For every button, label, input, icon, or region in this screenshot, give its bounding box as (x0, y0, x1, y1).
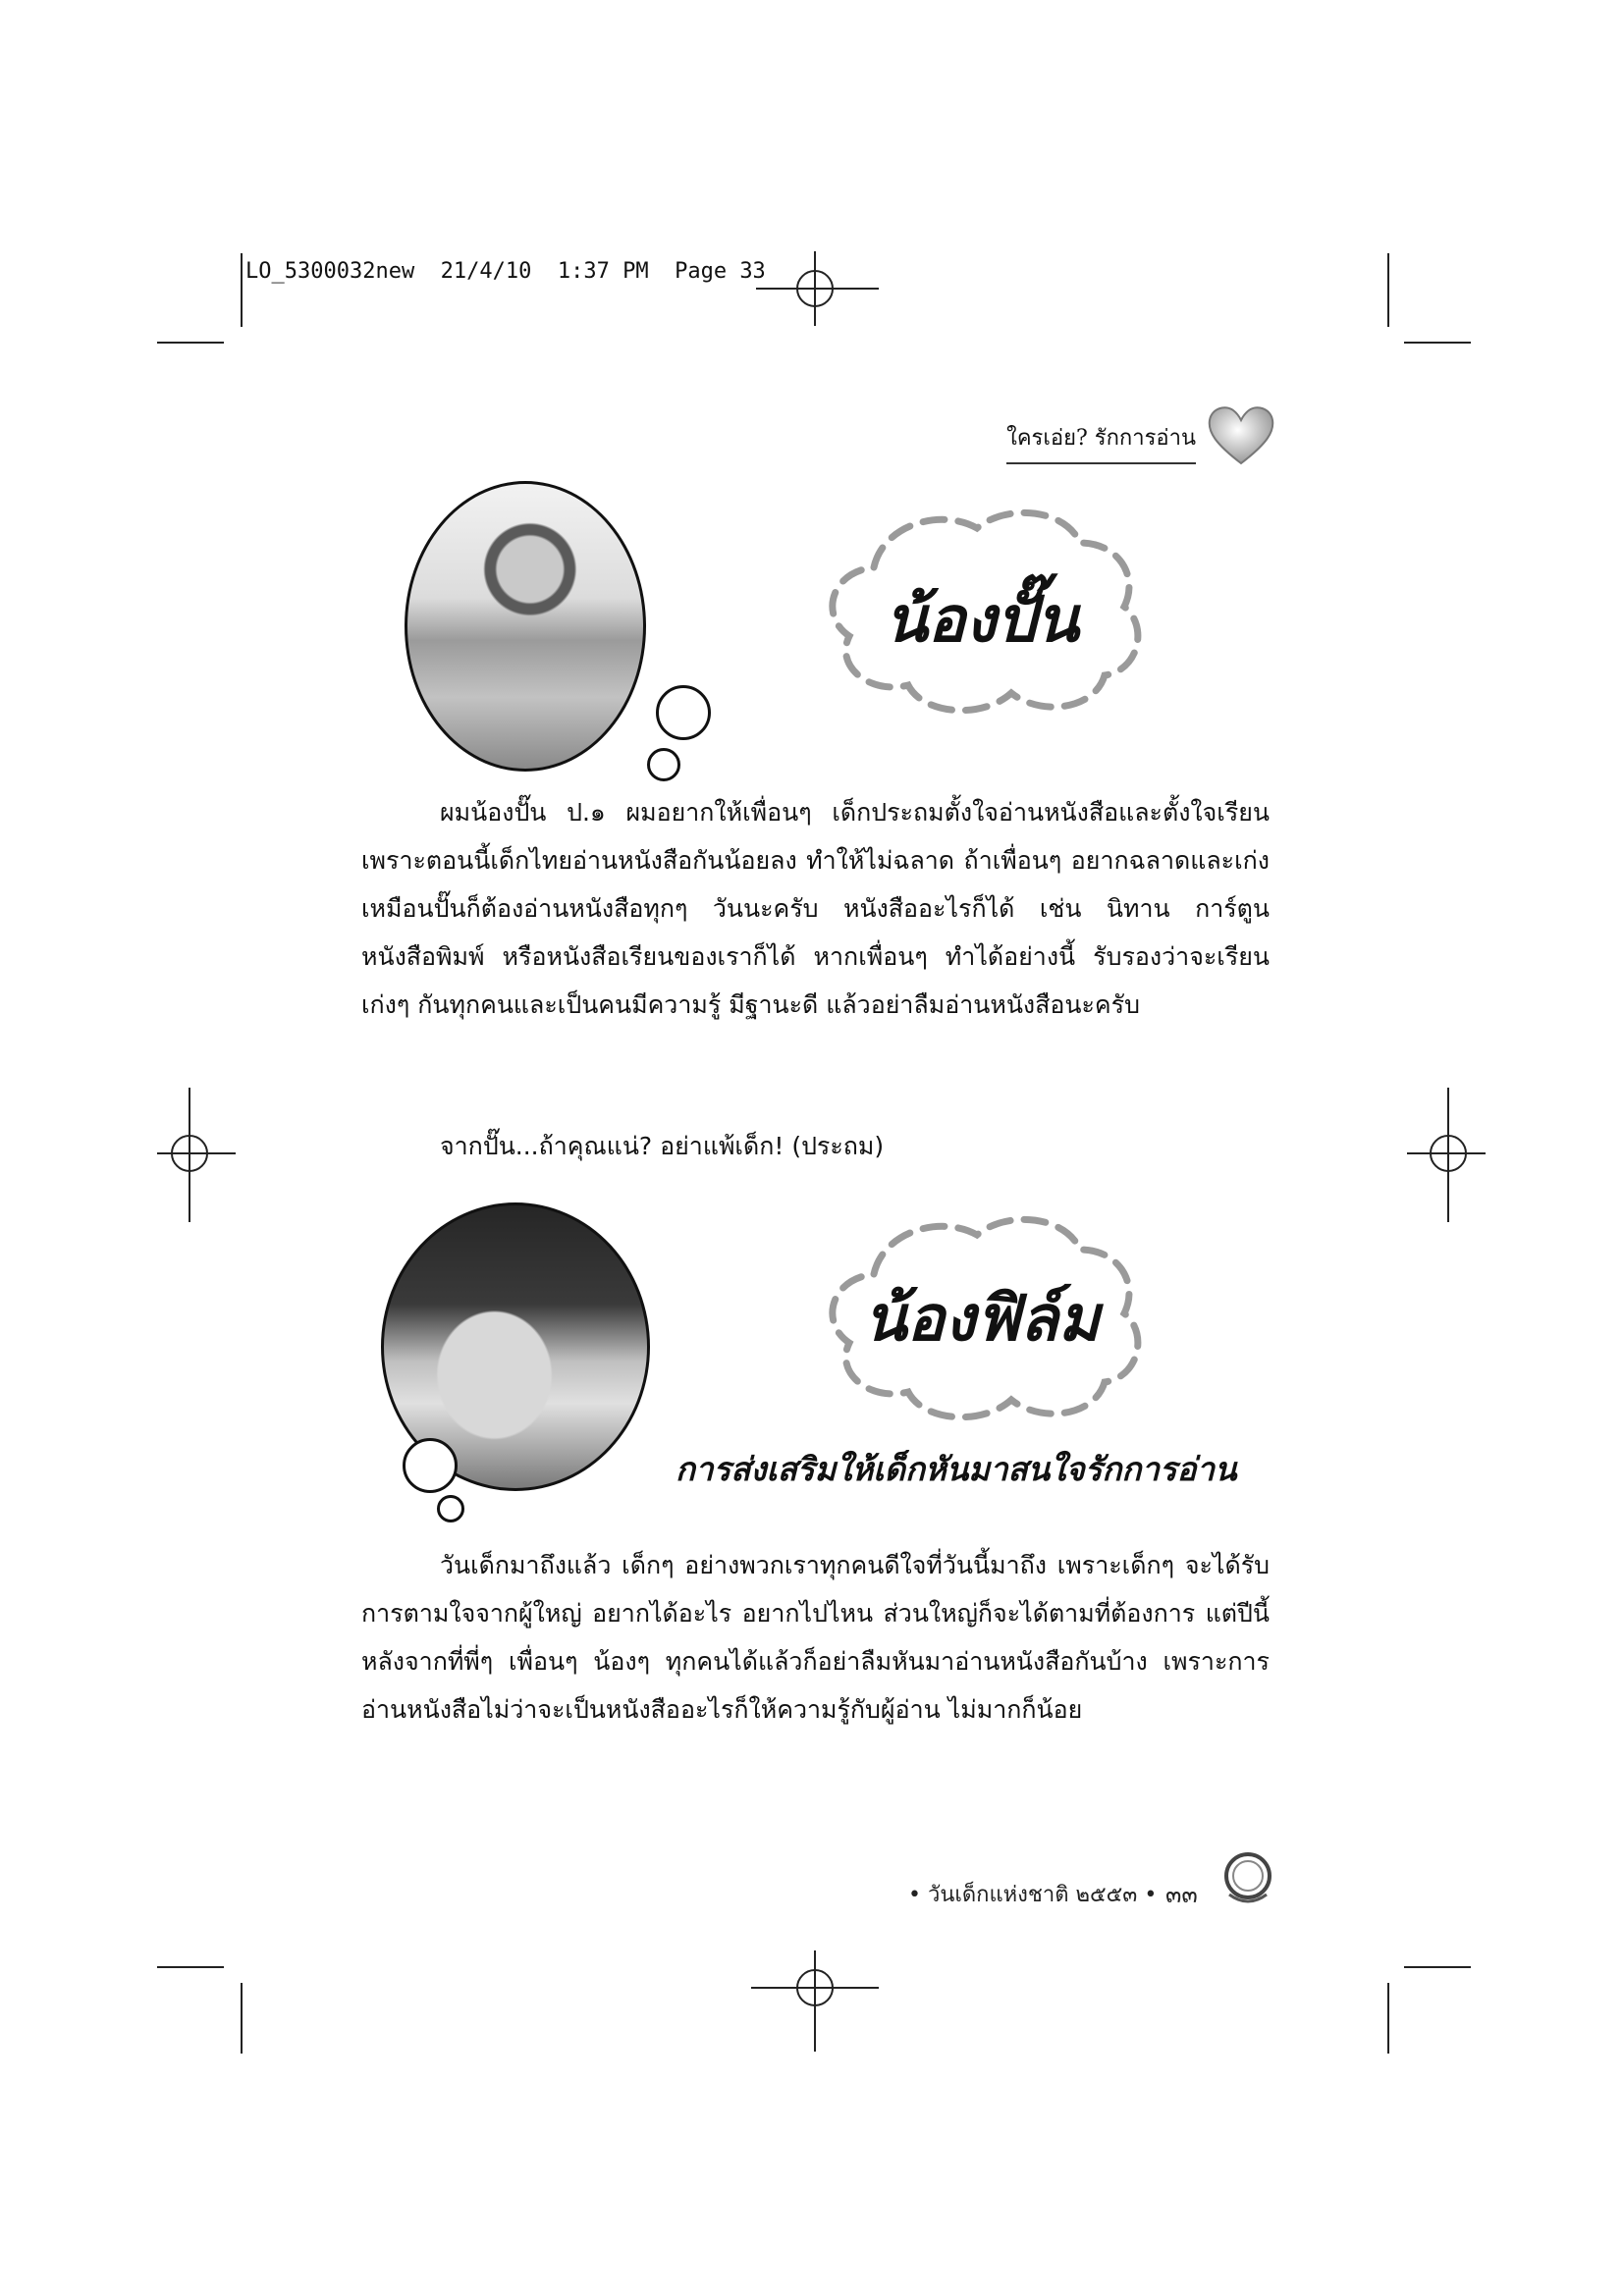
crop-mark (1387, 253, 1389, 327)
closing-line: จากปั๊น...ถ้าคุณแน่? อย่าแพ้เด็ก! (ประถม) (440, 1132, 885, 1160)
registration-mark-top (746, 249, 884, 328)
section-subheading: การส่งเสริมให้เด็กหันมาสนใจรักการอ่าน (676, 1450, 1237, 1488)
page-number: ๓๓ (1165, 1881, 1198, 1908)
footer-text: • วันเด็กแห่งชาติ ๒๕๕๓ • (908, 1883, 1158, 1907)
thought-bubble-large (656, 685, 711, 740)
heart-icon (1206, 402, 1276, 467)
crop-mark (1404, 342, 1471, 344)
registration-mark-left (152, 1080, 241, 1227)
ornament-icon (1217, 1847, 1278, 1908)
crop-mark (241, 253, 243, 327)
paragraph-2: วันเด็กมาถึงแล้ว เด็กๆ อย่างพวกเราทุกคนดีใจที่วันนี้มาถึง เพราะเด็กๆ จะได้รับการตามใจจากผู้ใหญ่ อยากได้อะไร อยากไปไหน ส่วนใหญ่ก็จะได้ตามที่ต้องการ แต่ปีนี้หลังจากที่พี่ๆ เพื่อนๆ น้องๆ ทุกคนได้แล้วก็อย่าลืมหันมาอ่านหนังสือกันบ้าง เพราะการอ่านหนังสือไม่ว่าจะเป็นหนังสืออะไรก็ให้ความรู้กับผู้อ่าน ไม่มากก็น้อย (361, 1551, 1270, 1724)
crop-mark (241, 1983, 243, 2054)
crop-mark (1404, 1966, 1471, 1968)
registration-mark-bottom (746, 1949, 884, 2056)
crop-mark (157, 342, 224, 344)
thought-bubble-small (437, 1495, 464, 1522)
crop-mark (1387, 1983, 1389, 2054)
running-header: ใครเอ่ย? รักการอ่าน (1006, 420, 1196, 464)
crop-mark (157, 1966, 224, 1968)
print-slug: LO_5300032new 21/4/10 1:37 PM Page 33 (245, 259, 766, 284)
child-name-2: น้องฟิล์ม (863, 1283, 1101, 1356)
thought-bubble-small (647, 748, 680, 781)
child-photo-1 (405, 481, 646, 772)
paragraph-1: ผมน้องปั๊น ป.๑ ผมอยากให้เพื่อนๆ เด็กประถมตั้งใจอ่านหนังสือและตั้งใจเรียน เพราะตอนนี้เด็กไทยอ่านหนังสือกันน้อยลง ทำให้ไม่ฉลาด ถ้าเพื่อนๆ อยากฉลาดและเก่งเหมือนปั๊นก็ต้องอ่านหนังสือทุกๆ วันนะครับ หนังสืออะไรก็ได้ เช่น นิทาน การ์ตูน หนังสือพิมพ์ หรือหนังสือเรียนของเราก็ได้ หากเพื่อนๆ ทำได้อย่างนี้ รับรองว่าจะเรียนเก่งๆ กันทุกคนและเป็นคนมีความรู้ มีฐานะดี แล้วอย่าลืมอ่านหนังสือนะครับ (361, 798, 1270, 1019)
registration-mark-right (1402, 1080, 1490, 1227)
child-name-1: น้องปั๊น (885, 584, 1079, 657)
thought-bubble-large (403, 1438, 458, 1493)
